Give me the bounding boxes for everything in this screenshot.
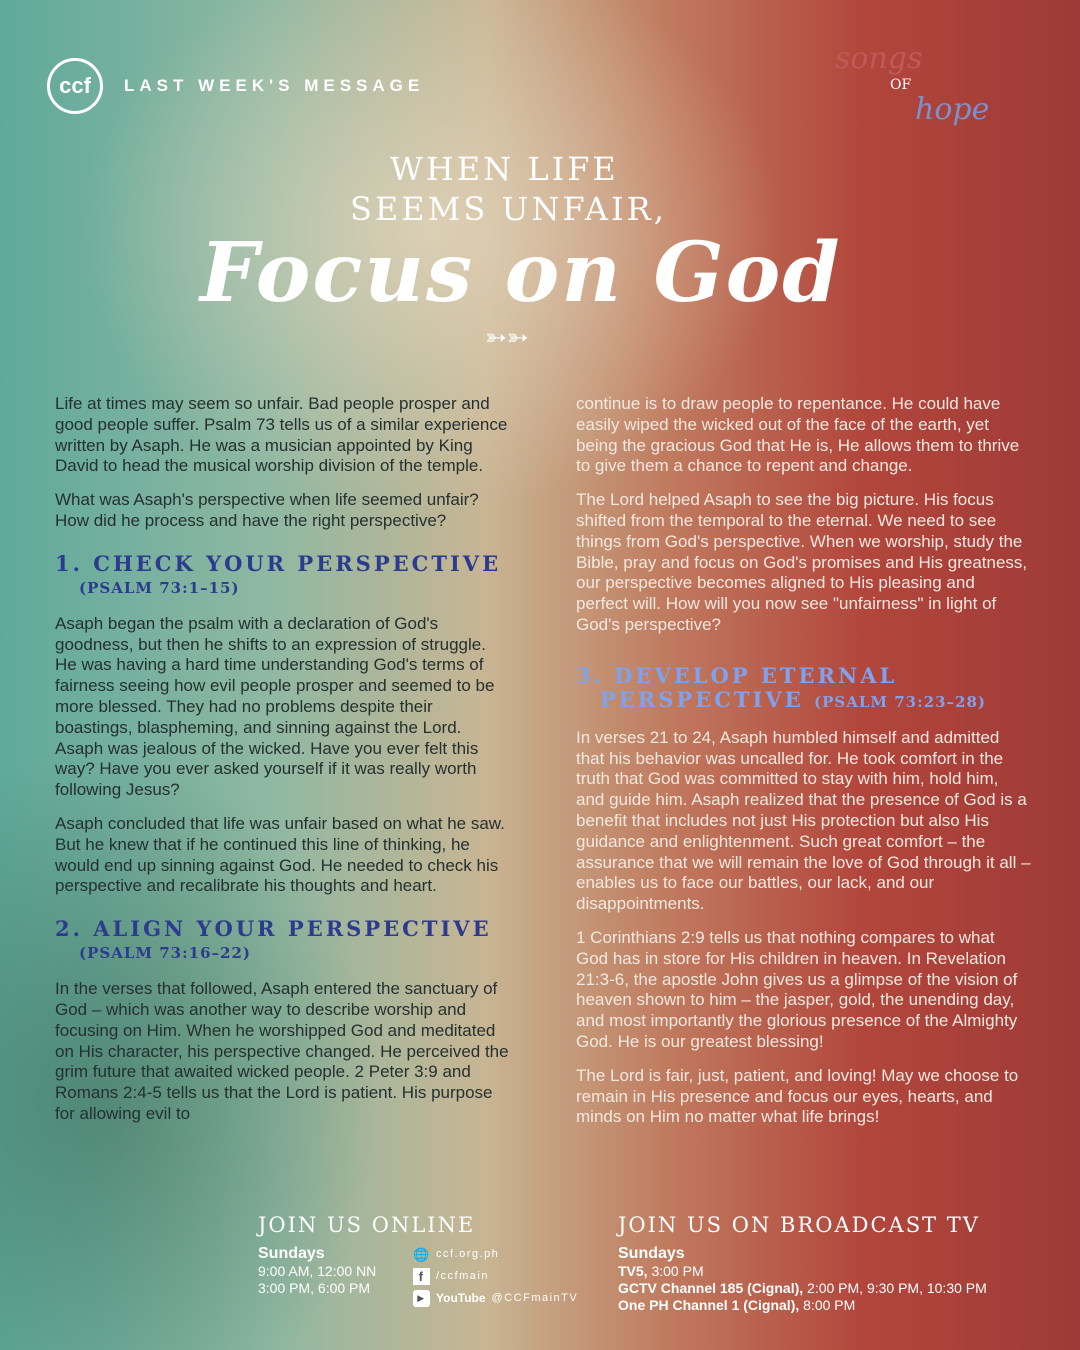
online-times: 9:00 AM, 12:00 NN (258, 1263, 377, 1279)
songs-of-hope-logo: songs OF hope (835, 41, 990, 127)
website-link[interactable]: 🌐 ccf.org.ph (413, 1246, 500, 1262)
facebook-link[interactable]: f /ccfmain (413, 1265, 578, 1287)
ccf-logo: ccf (47, 58, 103, 114)
tv-title: JOIN US ON BROADCAST TV (618, 1213, 980, 1237)
paragraph: Asaph concluded that life was unfair based on what he saw. But he knew that if he continued this line of thinking, he would end up sinning against God. He needed to check his perspective and recalibrate his thoughts and heart. (55, 813, 505, 896)
globe-icon: 🌐 (413, 1246, 431, 1262)
title-line1: WHEN LIFE (390, 150, 619, 188)
paragraph: Life at times may seem so unfair. Bad people prosper and good people suffer. Psalm 73 tells us of a similar experience written by Asaph. He was a musician appointed by King David to head the musical worship division of the temple. (55, 394, 508, 476)
paragraph: In the verses that followed, Asaph entered the sanctuary of God – which was another way to describe worship and focusing on Him. When he worshipped God and meditated on His character, his perspective changed. He perceived the grim future that awaited wicked people. 2 Peter 3:9 and Romans 2:4-5 tells us that the Lord is patient. His purpose for allowing evil to (55, 979, 509, 1123)
paragraph: What was Asaph's perspective when life seemed unfair? How did he process and have the right perspective? (55, 490, 479, 530)
heading-align: 2. ALIGN YOUR PERSPECTIVE (PSALM 73:16–22) (55, 916, 492, 963)
paragraph: continue is to draw people to repentance. He could have easily wiped the wicked out of the face of the earth, yet being the gracious God that He is, He allows them to thrive to give them a chance to repent and change. (576, 394, 1020, 476)
heading-develop: 3. DEVELOP ETERNAL PERSPECTIVE (PSALM 73:23–28) (576, 662, 986, 712)
tv-row: TV5, 3:00 PM (618, 1263, 704, 1279)
online-times: 3:00 PM, 6:00 PM (258, 1280, 371, 1296)
tv-day: Sundays (618, 1245, 685, 1262)
arrow-ornament-icon: ➳➳ (485, 322, 529, 352)
left-column (55, 394, 510, 1138)
paragraph: 1 Corinthians 2:9 tells us that nothing compares to what God has in store for His children in heaven. In Revelation 21:3-6, the apostle John gives us a glimpse of the vision of heaven shown to him – the jasper, gold, the unending day, and most importantly the glorious presence of the Almighty God. He is our greatest blessing! (576, 927, 1018, 1051)
paragraph: In verses 21 to 24, Asaph humbled himself and admitted that his behavior was uncalled for. He took comfort in the truth that God was committed to stay with him, hold him, and guide him. Asaph realized that the presence of God is a benefit that includes not just His protection but also His guidance and enlightenment. Such great comfort – the assurance that we will remain the love of God through it all – enables us to face our battles, our lack, and our disappointments. (576, 727, 1031, 914)
online-links (413, 1243, 578, 1309)
facebook-icon: f (413, 1268, 430, 1285)
title-script: Focus on God (200, 225, 842, 321)
tv-row: GCTV Channel 185 (Cignal), 2:00 PM, 9:30 PM, 10:30 PM (618, 1280, 987, 1296)
tv-row: One PH Channel 1 (Cignal), 8:00 PM (618, 1297, 856, 1313)
right-column (576, 394, 1031, 1141)
heading-check: 1. CHECK YOUR PERSPECTIVE (PSALM 73:1–15) (55, 550, 502, 597)
title-line2: SEEMS UNFAIR, (350, 190, 667, 228)
paragraph: The Lord is fair, just, patient, and loving! May we choose to remain in His presence and focus our eyes, hearts, and minds on Him no matter what life brings! (576, 1065, 1019, 1127)
section-label: LAST WEEK'S MESSAGE (124, 76, 425, 95)
online-title: JOIN US ONLINE (258, 1213, 476, 1237)
paragraph: The Lord helped Asaph to see the big picture. His focus shifted from the temporal to the eternal. We need to see things from God's perspective. When we worship, study the Bible, pray and focus on God's promises and His greatness, our perspective becomes aligned to His pleasing and perfect will. How will you now see "unfairness" in light of God's perspective? (576, 490, 1028, 634)
youtube-link[interactable]: ▶ YouTube @CCFmainTV (413, 1287, 578, 1309)
youtube-icon: ▶ (413, 1290, 430, 1307)
join-tv (618, 1213, 987, 1314)
online-day: Sundays (258, 1245, 325, 1262)
paragraph: Asaph began the psalm with a declaration of God's goodness, but then he shifts to an expression of struggle. He was having a hard time understanding God's terms of fairness seeing how evil people prosper and seemed to be more blessed. They had no problems despite their boastings, blaspheming, and sinning against the Lord. Asaph was jealous of the wicked. Have you ever felt this way? Have you ever asked yourself if it was really worth following Jesus? (55, 613, 495, 800)
